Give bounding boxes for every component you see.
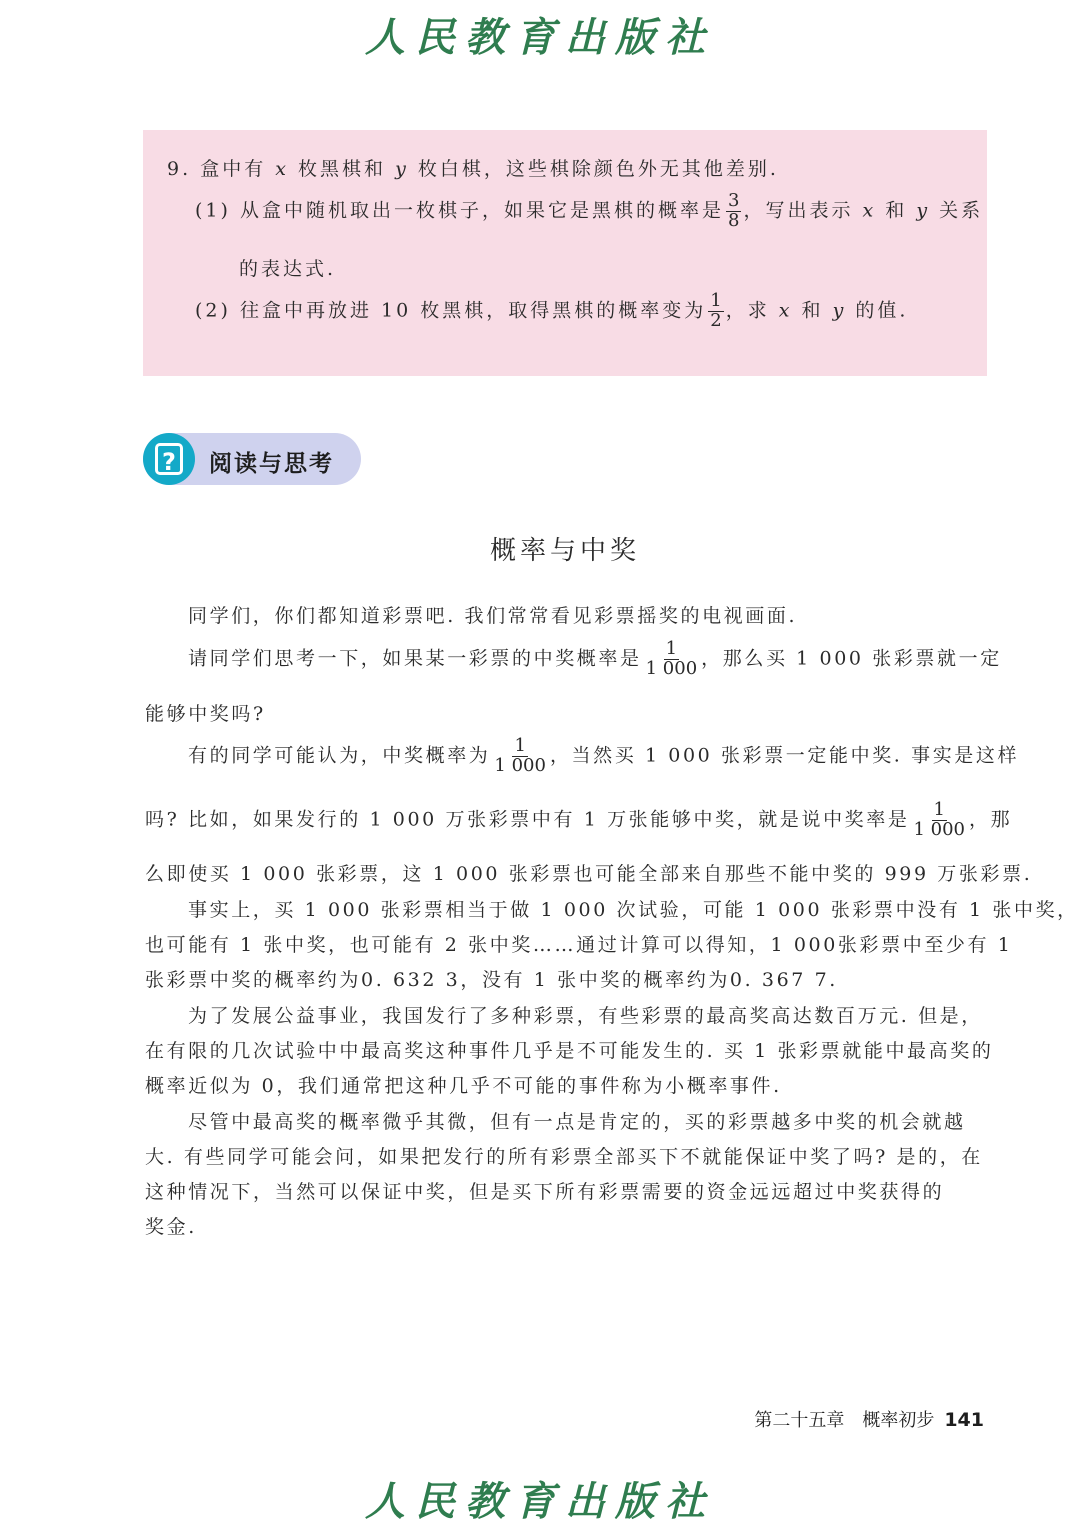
paragraph-4-line-2: 也可能有 1 张中奖，也可能有 2 张中奖……通过计算可以得知，1 000张彩票中至少有 1 — [145, 934, 1013, 956]
question-number: 9. — [167, 158, 192, 180]
chapter-label: 第二十五章 概率初步 — [754, 1410, 935, 1431]
question-mark-icon: ? — [143, 433, 195, 485]
paragraph-6-line-3: 这种情况下，当然可以保证中奖，但是买下所有彩票需要的资金远远超过中奖获得的 — [145, 1181, 945, 1203]
page-footer — [754, 1406, 984, 1432]
var-y: y — [395, 158, 409, 180]
paragraph-2: 请同学们思考一下，如果某一彩票的中奖概率是 $\frac{1}{1 000}$ ，那么买 1 000 张彩票就一定 — [188, 638, 1002, 679]
exercise-question: 9. 盒中有 x 枚黑棋和 y 枚白棋，这些棋除颜色外无其他差别. — [167, 158, 779, 180]
paragraph-4: 事实上，买 1 000 张彩票相当于做 1 000 次试验，可能 1 000 张彩票中没有 1 张中奖， — [188, 899, 1079, 921]
paragraph-5: 为了发展公益事业，我国发行了多种彩票，有些彩票的最高奖高达数百万元. 但是， — [188, 1005, 983, 1027]
publisher-logo-top: 人民教育出版社 — [365, 14, 715, 61]
var-x: x — [275, 158, 289, 180]
paragraph-4-line-3: 张彩票中奖的概率约为0. 632 3，没有 1 张中奖的概率约为0. 367 7. — [145, 969, 838, 991]
paragraph-6-line-2: 大. 有些同学可能会问，如果把发行的所有彩票全部买下不就能保证中奖了吗? 是的，在 — [145, 1146, 983, 1168]
paragraph-2-continued: 能够中奖吗? — [145, 703, 266, 725]
subquestion-2: (2) 往盒中再放进 10 枚黑棋，取得黑棋的概率变为 $\frac{1}{2}$ ，求 x 和 y 的值. — [195, 290, 909, 331]
paragraph-3: 有的同学可能认为，中奖概率为 $\frac{1}{1 000}$ ，当然买 1 000 张彩票一定能中奖. 事实是这样 — [188, 735, 1020, 776]
section-badge-label: 阅读与思考 — [209, 451, 334, 477]
article-title: 概率与中奖 — [489, 536, 640, 566]
fraction-1-2: $\frac{1}{2}$ — [710, 290, 722, 331]
section-badge — [143, 433, 361, 485]
paragraph-6: 尽管中最高奖的概率微乎其微，但有一点是肯定的，买的彩票越多中奖的机会就越 — [188, 1111, 966, 1133]
subquestion-1: (1) 从盒中随机取出一枚棋子，如果它是黑棋的概率是 $\frac{3}{8}$ ，写出表示 x 和 y 关系 — [195, 190, 984, 231]
fraction-1-1000: $\frac{1}{1 000}$ — [645, 638, 698, 679]
fraction-3-8: $\frac{3}{8}$ — [727, 190, 740, 231]
paragraph-1: 同学们，你们都知道彩票吧. 我们常常看见彩票摇奖的电视画面. — [188, 605, 798, 627]
fraction-1-1000: $\frac{1}{1 000}$ — [913, 799, 965, 840]
exercise-box — [143, 130, 987, 376]
paragraph-3-line-2: 吗? 比如，如果发行的 1 000 万张彩票中有 1 万张能够中奖，就是说中奖率是 $\frac{1}{1 000}$ ，那 — [145, 799, 1013, 840]
publisher-logo-bottom: 人民教育出版社 — [365, 1478, 715, 1525]
paragraph-5-line-3: 概率近似为 0，我们通常把这种几乎不可能的事件称为小概率事件. — [145, 1075, 782, 1097]
paragraph-3-line-3: 么即使买 1 000 张彩票，这 1 000 张彩票也可能全部来自那些不能中奖的 999 万张彩票. — [145, 863, 1033, 885]
subquestion-1-continued: 的表达式. — [239, 258, 337, 280]
paragraph-5-line-2: 在有限的几次试验中中最高奖这种事件几乎是不可能发生的. 买 1 张彩票就能中最高奖的 — [145, 1040, 994, 1062]
fraction-1-1000: $\frac{1}{1 000}$ — [494, 735, 546, 776]
paragraph-6-line-4: 奖金. — [145, 1216, 197, 1238]
page-number: 141 — [944, 1409, 984, 1431]
